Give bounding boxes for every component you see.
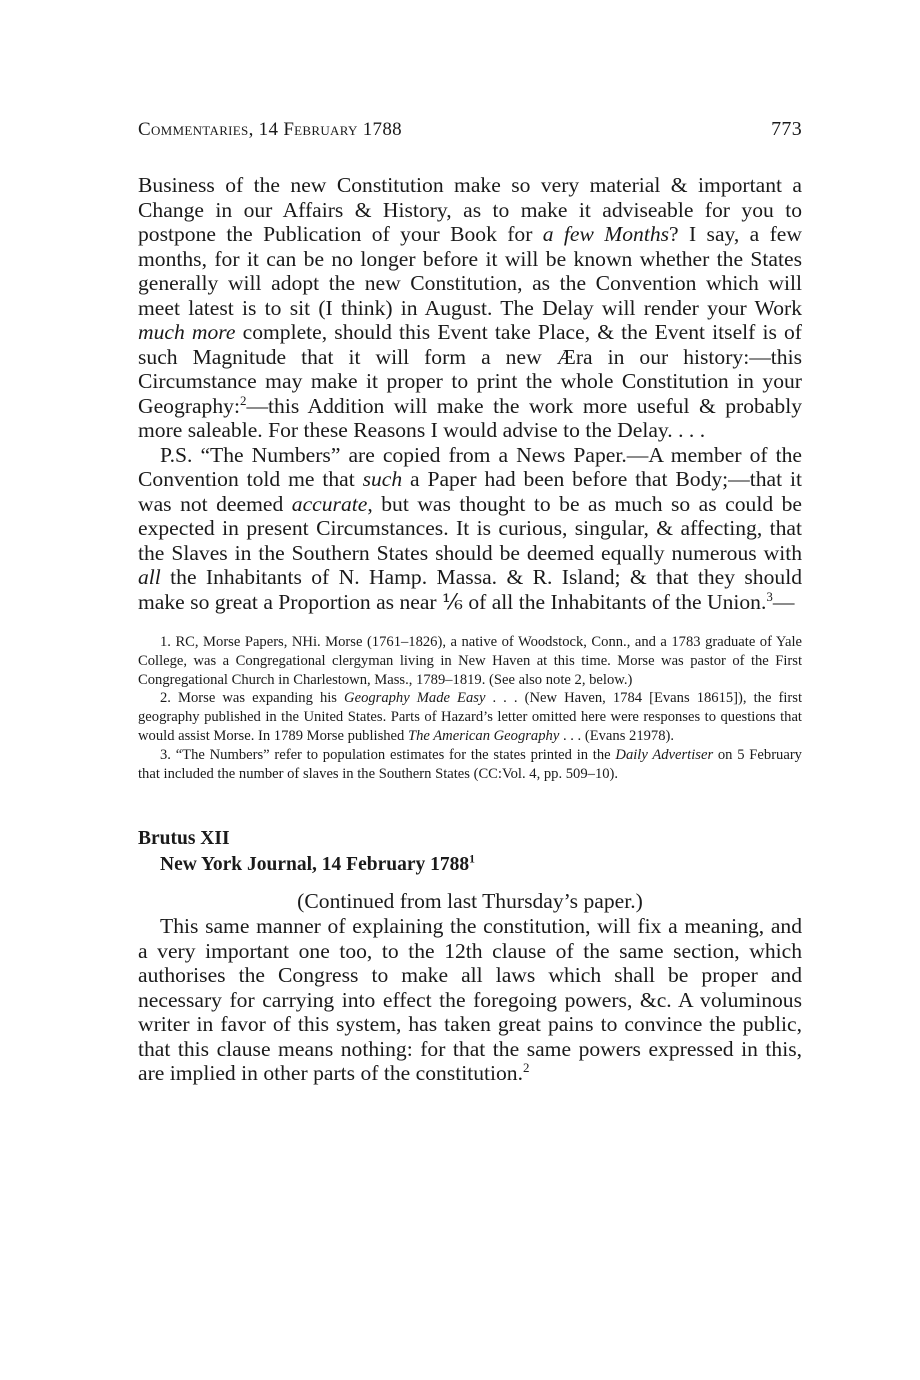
section-title: Brutus XII <box>138 828 230 850</box>
footnotes <box>138 633 802 783</box>
footnote-2: 2. Morse was expanding his Geography Made Easy . . . (New Haven, 1784 [Evans 18615]), the first geography published in the United States. Parts of Hazard’s letter omitted here were responses to questions that would assist Morse. In 1789 Morse published The American Geography . . . (Evans 21978). <box>138 690 802 744</box>
footnote-1: 1. RC, Morse Papers, NHi. Morse (1761–1826), a native of Woodstock, Conn., and a 1783 graduate of Yale College, was a Congregational clergyman living in New Haven at this time. Morse was pastor of the First Congregational Church in Charlestown, Mass., 1789–1819. (See also note 2, below.) <box>138 634 802 688</box>
footnote-ref-3: 3 <box>766 588 773 604</box>
running-title: Commentaries, 14 February 1788 <box>138 119 402 140</box>
brutus-text <box>138 914 802 1086</box>
brutus-paragraph-1: This same manner of explaining the constitution, will fix a meaning, and a very important one too, to the 12th clause of the same section, which authorises the Congress to make all laws which shall be proper and necessary for carrying into effect the foregoing powers, &c. A voluminous writer in favor of this system, has taken great pains to convince the public, that this clause means nothing: for that the same powers expressed in this, are implied in other parts of the constitution.$^2$ <box>138 914 802 1086</box>
continued-note: (Continued from last Thursday’s paper.) <box>297 889 643 914</box>
page-number: 773 <box>771 118 802 140</box>
footnote-3: 3. “The Numbers” refer to population estimates for the states printed in the Daily Advertiser on 5 February that included the number of slaves in the Southern States (CC:Vol. 4, pp. 509–10). <box>138 746 802 782</box>
letter-paragraph-1: Business of the new Constitution make so very material & important a Change in our Affairs & History, as to make it adviseable for you to postpone the Publication of your Book for a few Months? I say, a few months, for it can be no longer before it will be known whether the States generally will adopt the new Constitution, as the Convention which will meet latest is to sit (I think) in August. The Delay will render your Work much more complete, should this Event take Place, & the Event itself is of such Magnitude that it will form a new Æra in our history:—this Circumstance may make it proper to print the whole Constitution in your Geography:$^2$—this Addition will make the work more useful & probably more saleable. For these Reasons I would advise to the Delay. . . . <box>138 173 802 442</box>
section-subtitle: New York Journal, 14 February 1788$^1$ <box>160 852 475 876</box>
footnote-ref-2: 2 <box>239 392 247 408</box>
footnote-ref-2b: 2 <box>523 1060 530 1076</box>
letter-postscript: P.S. “The Numbers” are copied from a News Paper.—A member of the Convention told me that such a Paper had been before that Body;—that it was not deemed accurate, but was thought to be as much so as could be expected in present Circumstances. It is curious, singular, & affecting, that the Slaves in the Southern States should be deemed equally numerous with all the Inhabitants of N. Hamp. Massa. & R. Island; & that they should make so great a Proportion as near ⅙ of all the Inhabitants of the Union.$^3$— <box>138 442 803 614</box>
footnote-ref-1: 1 <box>469 852 475 866</box>
document-page <box>138 118 802 1086</box>
letter-text <box>138 173 802 614</box>
running-header <box>138 118 802 150</box>
